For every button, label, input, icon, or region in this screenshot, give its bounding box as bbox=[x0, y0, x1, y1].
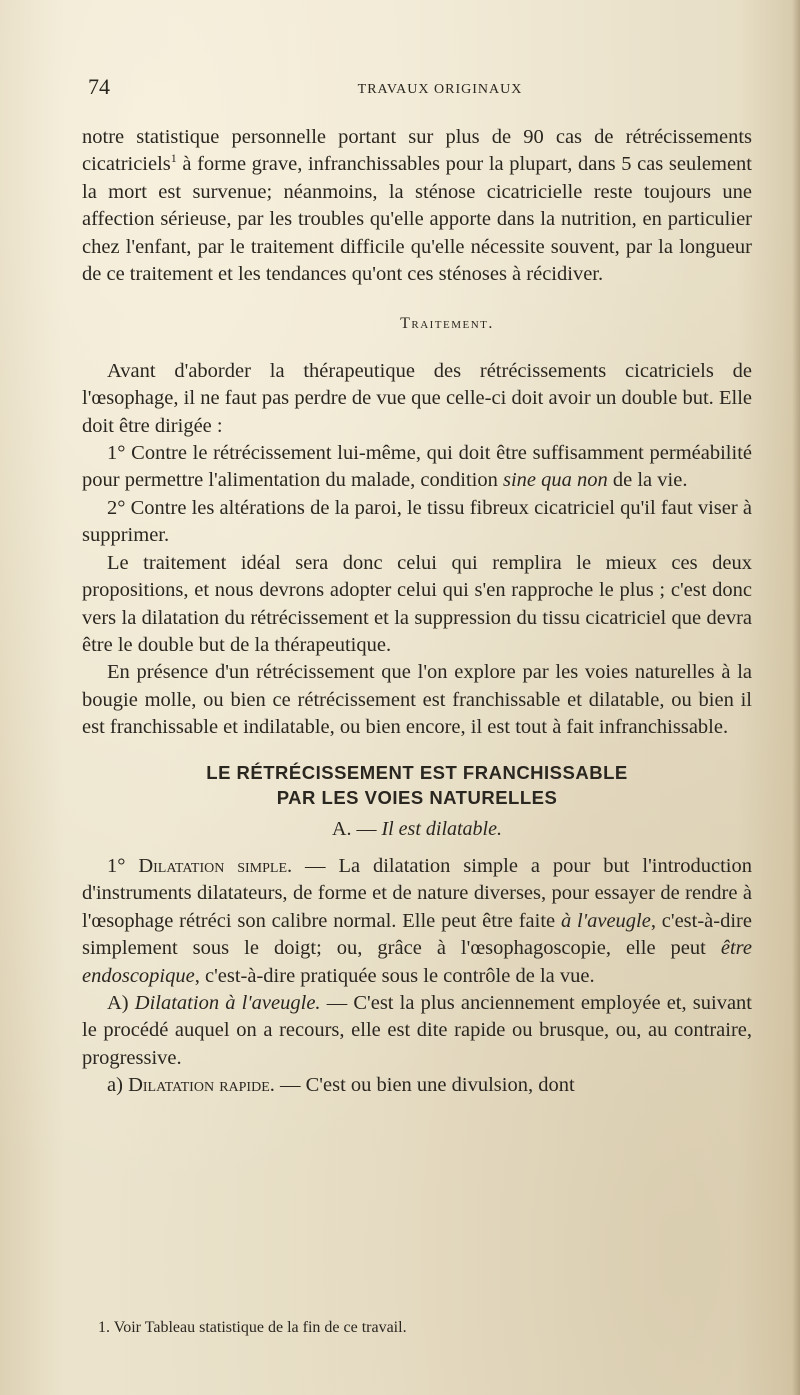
paragraph-9-smallcaps: Dilatation rapide. bbox=[128, 1074, 275, 1097]
paragraph-7-italic-1: à l'aveugle bbox=[560, 909, 651, 932]
running-head: TRAVAUX ORIGINAUX bbox=[357, 82, 523, 97]
paragraph-9-text-b: — C'est ou bien une divulsion, dont bbox=[274, 1074, 575, 1097]
paragraph-2: Avant d'aborder la thérapeutique des rétrécissements cicatriciels de l'œsophage, il ne faut pas perdre de vue que celle-ci doit avoir un double but. Elle doit être dirigée : bbox=[82, 359, 752, 437]
subsection-heading-line-2: PAR LES VOIES NATURELLES bbox=[276, 786, 558, 808]
paragraph-3-text-b: de la vie. bbox=[607, 469, 688, 492]
section-title: Traitement. bbox=[400, 315, 494, 333]
footnote: 1. Voir Tableau statistique de la fin de ce travail. bbox=[98, 1319, 407, 1336]
page-number: 74 bbox=[88, 74, 110, 99]
paragraph-1-text-b: à forme grave, infranchissables pour la plupart, dans 5 cas seulement la mort est survenue; néanmoins, la sténose cicatricielle reste toujours une affection sérieuse, par les troubles qu'elle apporte dans la nutrition, en particulier chez l'enfant, par le traitement difficile qu'elle nécessite souvent, par la longueur de ce traitement et les tendances qu'ont ces sténoses à récidiver. bbox=[82, 153, 752, 286]
footnote-marker: 1 bbox=[170, 151, 177, 166]
subsection-heading-line-1: LE RÉTRÉCISSEMENT EST FRANCHISSABLE bbox=[206, 761, 628, 783]
paragraph-6: En présence d'un rétrécissement que l'on explore par les voies naturelles à la bougie molle, ou bien ce rétrécissement est franchissable et dilatable, ou bien il est franchissable et indilatable, ou bien encore, il est tout à fait infranchissable. bbox=[82, 661, 752, 739]
paragraph-8-italic: Dilatation à l'aveugle. bbox=[134, 991, 321, 1014]
paragraph-3-text-a: 1° Contre le rétrécissement lui-même, qui doit être suffisamment perméabilité pour permettre l'alimentation du malade, condition bbox=[82, 442, 752, 492]
paragraph-7-text-b: — La dilatation simple a pour but l'introduction d'instruments dilatateurs, de forme et de nature diverses, pour essayer de rendre à l'œsophage rétréci son calibre normal. Elle peut être faite bbox=[82, 854, 752, 932]
subsection-heading bbox=[82, 760, 752, 810]
paragraph-3 bbox=[82, 440, 752, 495]
paragraph-4: 2° Contre les altérations de la paroi, le tissu fibreux cicatriciel qu'il faut viser à supprimer. bbox=[82, 496, 752, 547]
paragraph-9-text-a: a) bbox=[107, 1074, 129, 1097]
paragraph-9 bbox=[82, 1072, 752, 1099]
paragraph-7 bbox=[82, 853, 752, 990]
subheading-italic: Il est dilatable. bbox=[381, 817, 502, 840]
paragraph-1 bbox=[82, 124, 752, 288]
page-body bbox=[82, 124, 752, 1100]
paragraph-3-italic: sine qua non bbox=[502, 469, 608, 492]
paragraph-7-text-a: 1° bbox=[107, 854, 139, 877]
paragraph-7-smallcaps: Dilatation simple. bbox=[138, 854, 293, 877]
paragraph-7-text-c: , c'est-à-dire simplement sous le doigt; ou, grâce à l'œsophagoscopie, elle peut bbox=[82, 909, 752, 960]
paragraph-7-text-d: , c'est-à-dire pratiquée sous le contrôle de la vue. bbox=[194, 964, 595, 987]
subheading-prefix: A. — bbox=[332, 817, 382, 840]
page-header bbox=[80, 76, 750, 100]
paragraph-1-text-a: notre statistique personnelle portant sur plus de 90 cas de rétrécissements cicatriciels bbox=[82, 126, 752, 176]
page-edge-shadow bbox=[792, 0, 800, 1395]
paragraph-8-text-b: — C'est la plus anciennement employée et, suivant le procédé auquel on a recours, elle est dite rapide ou brusque, ou, au contraire, progressive. bbox=[82, 991, 752, 1069]
paragraph-8-text-a: A) bbox=[107, 991, 135, 1014]
paragraph-5: Le traitement idéal sera donc celui qui remplira le mieux ces deux propositions, et nous devrons adopter celui qui s'en rapproche le plus ; c'est donc vers la dilatation du rétrécissement et la suppression du tissu cicatriciel que devra être le double but de la thérapeutique. bbox=[82, 551, 752, 656]
subsection-subheading bbox=[82, 816, 752, 843]
paragraph-8 bbox=[82, 990, 752, 1072]
paragraph-7-italic-2: être endoscopique bbox=[82, 937, 752, 987]
